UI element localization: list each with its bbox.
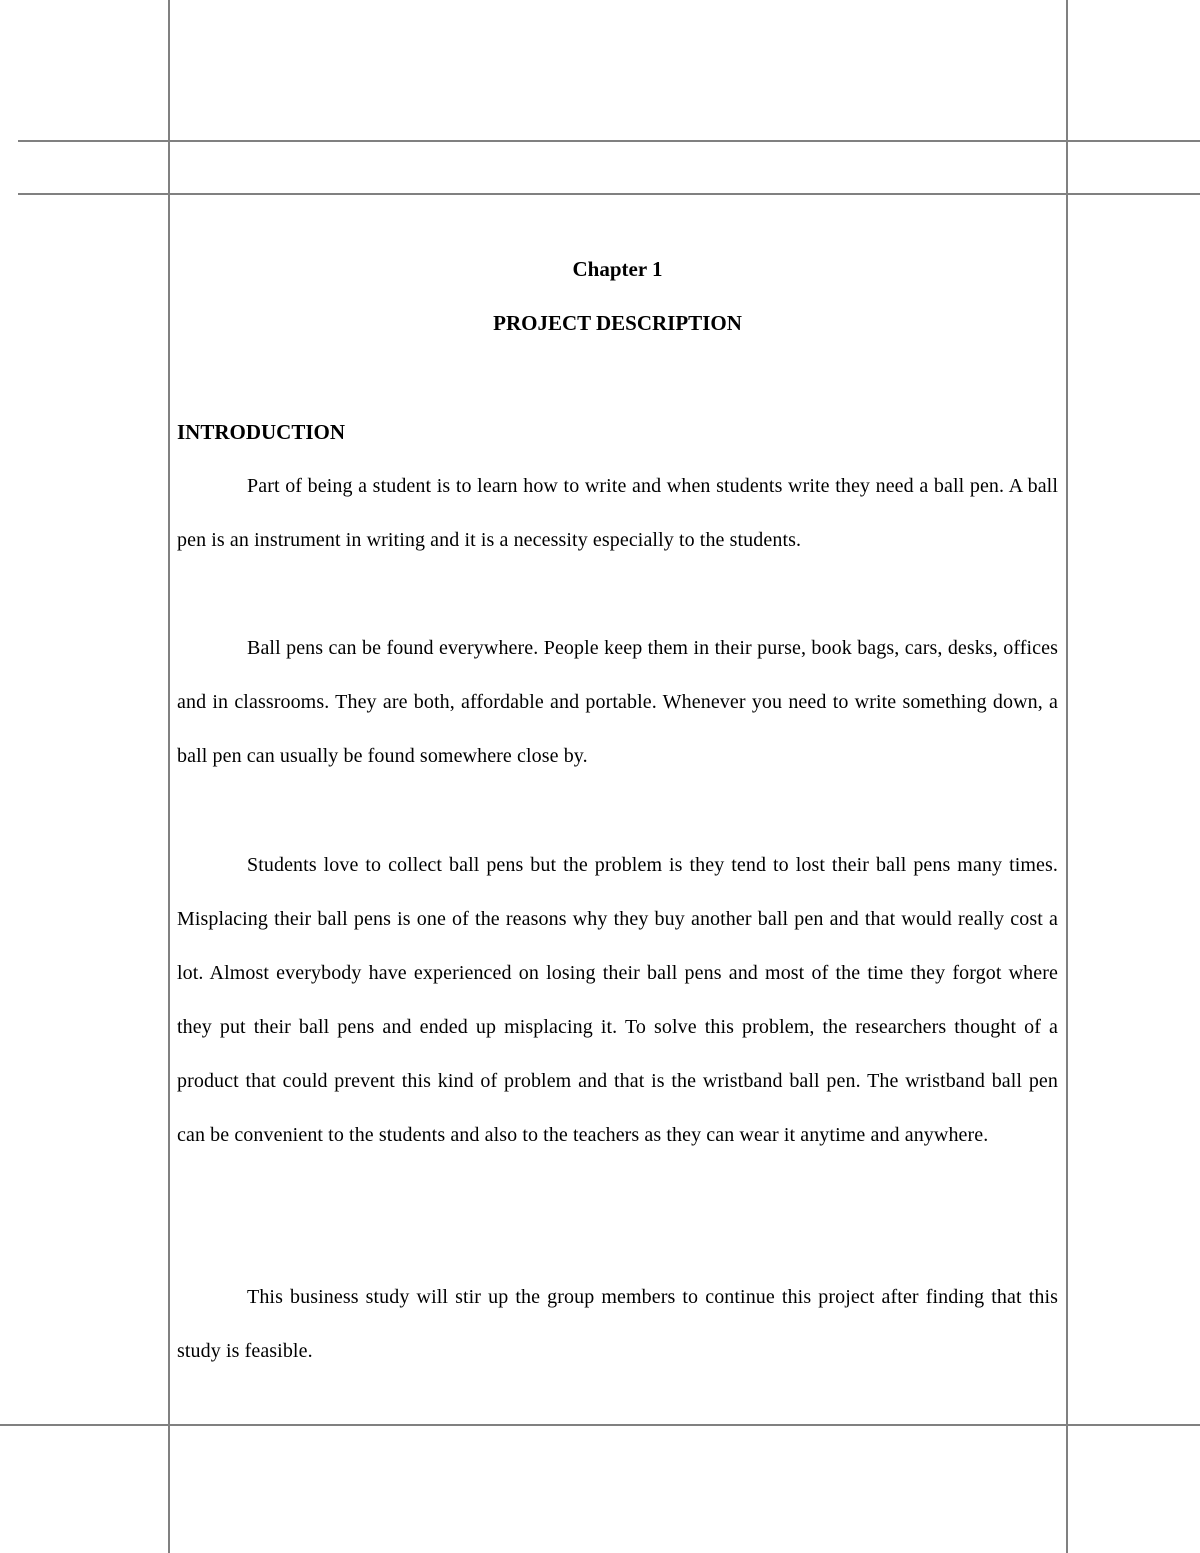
paragraph: Students love to collect ball pens but the problem is they tend to lost their ball pens many times. Misplacing their ball pens is one of the reasons why they buy another ball pen and that would really cost a lot. Almost everybody have experienced on losing their ball pens and most of the time they forgot where they put their ball pens and ended up misplacing it. To solve this problem, the researchers thought of a product that could prevent this kind of problem and that is the wristband ball pen. The wristband ball pen can be convenient to the students and also to the teachers as they can wear it anytime and anywhere.	[177, 854, 1058, 1146]
paragraph: This business study will stir up the group members to continue this project after finding that this study is feasible.	[177, 1286, 1058, 1362]
chapter-subtitle: PROJECT DESCRIPTION	[493, 311, 742, 335]
footer-guide	[0, 1424, 1200, 1426]
header-bottom-guide	[18, 193, 1200, 195]
right-margin-guide	[1066, 0, 1068, 1553]
chapter-title: Chapter 1	[572, 257, 663, 281]
left-margin-guide	[168, 0, 170, 1553]
section-heading: INTRODUCTION	[177, 420, 346, 444]
header-top-guide	[18, 140, 1200, 142]
paragraph: Ball pens can be found everywhere. People keep them in their purse, book bags, cars, desks, offices and in classrooms. They are both, affordable and portable. Whenever you need to write something down, a ball pen can usually be found somewhere close by.	[177, 637, 1058, 767]
paragraph: Part of being a student is to learn how to write and when students write they need a ball pen. A ball pen is an instrument in writing and it is a necessity especially to the students.	[177, 475, 1058, 551]
